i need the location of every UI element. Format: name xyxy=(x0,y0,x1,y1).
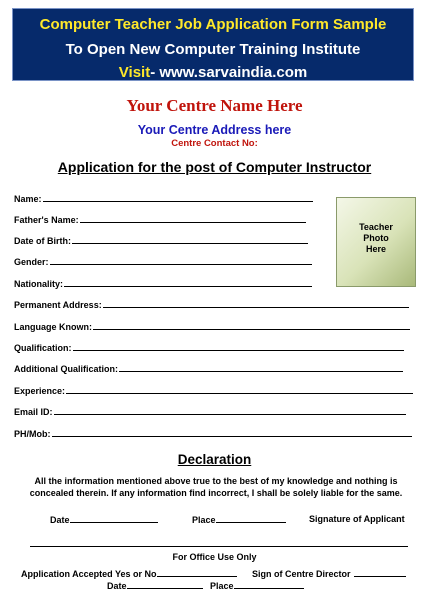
place-signature-field xyxy=(192,514,286,525)
field-label: Gender: xyxy=(14,257,49,267)
banner-title: Computer Teacher Job Application Form Sample xyxy=(39,16,387,33)
field-label: Additional Qualification: xyxy=(14,364,118,374)
date-signature-field xyxy=(50,514,158,525)
field-label: Experience: xyxy=(14,386,66,396)
language-input-line[interactable] xyxy=(93,321,410,330)
applicant-signature-label: Signature of Applicant xyxy=(309,514,405,524)
post-title: Application for the post of Computer Instructor xyxy=(57,159,372,175)
teacher-photo-placeholder xyxy=(336,197,416,287)
declaration-text: All the information mentioned above true to the best of my knowledge and nothing is concealed therein. If any information find incorrect, I shall be solely liable for the same. xyxy=(29,476,403,498)
centre-address: Your Centre Address here xyxy=(137,123,292,137)
address-field xyxy=(14,299,409,310)
office-place-label: Place xyxy=(210,581,234,591)
qualification-field xyxy=(14,342,404,353)
experience-input-line[interactable] xyxy=(66,385,413,394)
website-url[interactable]: - www.sarvaindia.com xyxy=(150,64,308,81)
field-label: Permanent Address: xyxy=(14,300,102,310)
centre-contact: Centre Contact No: xyxy=(171,138,258,149)
experience-field xyxy=(14,385,413,396)
date-input-line[interactable] xyxy=(70,514,158,523)
office-date-field xyxy=(107,580,203,591)
name-field xyxy=(14,193,313,204)
name-input-line[interactable] xyxy=(43,193,313,202)
language-field xyxy=(14,321,410,332)
address-input-line[interactable] xyxy=(103,299,409,308)
banner-website xyxy=(13,64,413,81)
photo-label-line3: Here xyxy=(365,244,386,254)
additional-qualification-field xyxy=(14,363,403,374)
place-input-line[interactable] xyxy=(216,514,286,523)
field-label: Nationality: xyxy=(14,279,64,289)
accepted-label: Application Accepted Yes or No xyxy=(21,569,157,579)
application-accepted-field xyxy=(21,568,237,579)
place-label: Place xyxy=(192,515,216,525)
separator-line xyxy=(30,546,408,547)
gender-input-line[interactable] xyxy=(50,256,312,265)
office-date-label: Date xyxy=(107,581,127,591)
director-label: Sign of Centre Director xyxy=(252,569,351,579)
declaration-title: Declaration xyxy=(177,452,252,467)
director-sign-field xyxy=(252,568,406,579)
nationality-field xyxy=(14,278,312,289)
visit-label: Visit xyxy=(118,64,151,81)
field-label: Email ID: xyxy=(14,407,53,417)
office-date-input-line[interactable] xyxy=(127,580,203,589)
photo-label-line1: Teacher xyxy=(359,222,393,232)
office-place-field xyxy=(210,580,304,591)
email-field xyxy=(14,406,406,417)
qualification-input-line[interactable] xyxy=(73,342,404,351)
date-label: Date xyxy=(50,515,70,525)
field-label: Father's Name: xyxy=(14,215,79,225)
gender-field xyxy=(14,256,312,267)
phone-field xyxy=(14,428,412,439)
email-input-line[interactable] xyxy=(54,406,406,415)
header-banner xyxy=(12,8,414,81)
phone-input-line[interactable] xyxy=(52,428,412,437)
office-use-title: For Office Use Only xyxy=(172,552,257,562)
centre-name: Your Centre Name Here xyxy=(126,96,303,115)
office-place-input-line[interactable] xyxy=(234,580,304,589)
dob-field xyxy=(14,235,308,246)
field-label: Date of Birth: xyxy=(14,236,71,246)
banner-subtitle: To Open New Computer Training Institute xyxy=(65,41,361,58)
field-label: Qualification: xyxy=(14,343,72,353)
father-name-input-line[interactable] xyxy=(80,214,306,223)
field-label: PH/Mob: xyxy=(14,429,51,439)
photo-label-line2: Photo xyxy=(363,233,389,243)
additional-qualification-input-line[interactable] xyxy=(119,363,403,372)
field-label: Language Known: xyxy=(14,322,92,332)
dob-input-line[interactable] xyxy=(72,235,308,244)
father-name-field xyxy=(14,214,306,225)
director-input-line[interactable] xyxy=(354,568,406,577)
field-label: Name: xyxy=(14,194,42,204)
accepted-input-line[interactable] xyxy=(157,568,237,577)
nationality-input-line[interactable] xyxy=(64,278,312,287)
